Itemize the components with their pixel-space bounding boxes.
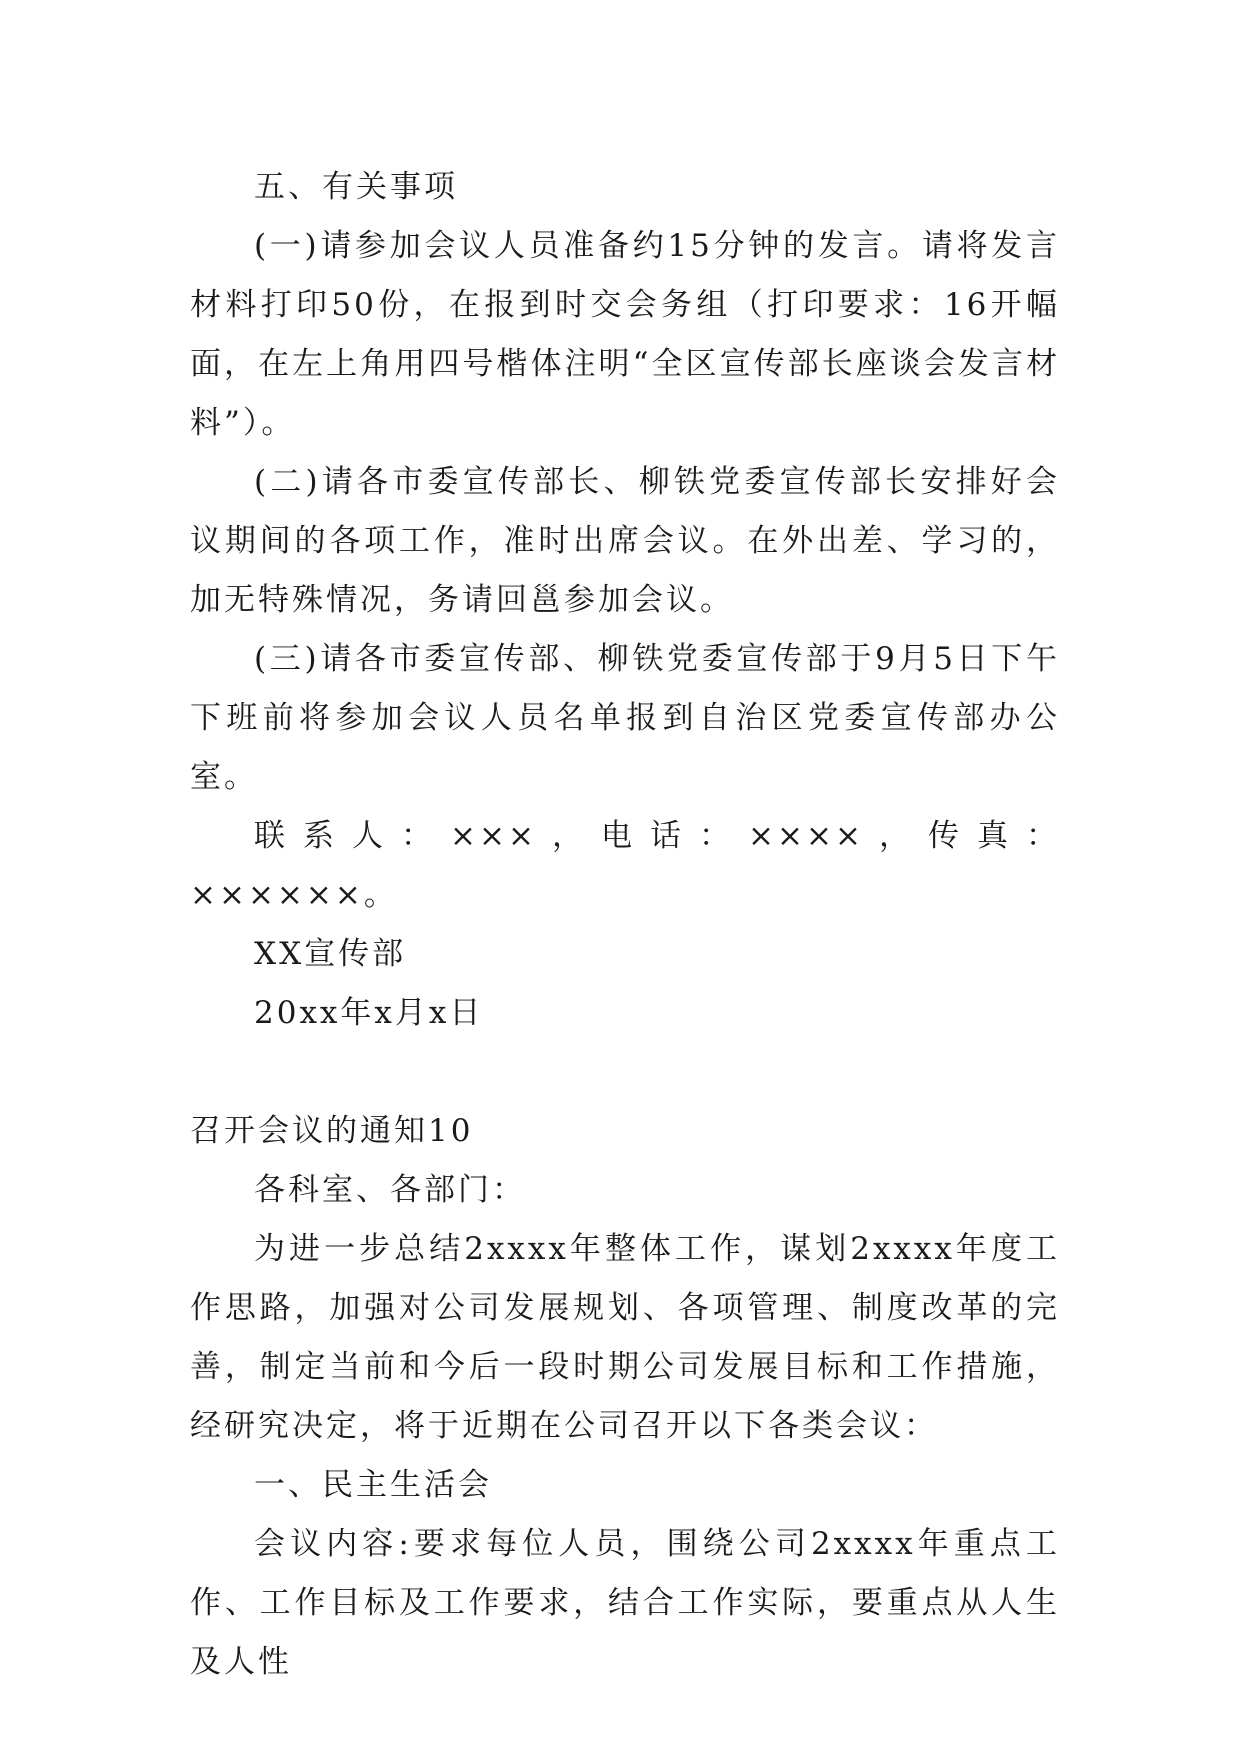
matter-item-3: (三)请各市委宣传部、柳铁党委宣传部于9月5日下午下班前将参加会议人员名单报到自治区党委宣传部办公室。 <box>190 641 1060 795</box>
notice-salutation: 各科室、各部门： <box>254 1172 526 1208</box>
notice-heading-democratic-meeting: 一、民主生活会 <box>254 1467 492 1503</box>
matter-item-2: (二)请各市委宣传部长、柳铁党委宣传部长安排好会议期间的各项工作，准时出席会议。在外出差、学习的，加无特殊情况，务请回邕参加会议。 <box>190 464 1060 618</box>
notice-title: 召开会议的通知10 <box>190 1113 474 1149</box>
notice-intro: 为进一步总结2xxxx年整体工作，谋划2xxxx年度工作思路，加强对公司发展规划、各项管理、制度改革的完善，制定当前和今后一段时期公司发展目标和工作措施，经研究决定，将于近期在公司召开以下各类会议： <box>190 1231 1060 1444</box>
document-body <box>190 158 1060 1692</box>
signature-department: XX宣传部 <box>254 936 407 972</box>
section-heading-matters: 五、有关事项 <box>254 169 458 205</box>
contact-info: 联系人：×××，电话：××××，传真：××××××。 <box>190 818 1060 913</box>
section-spacer <box>190 1043 1060 1102</box>
signature-date: 20xx年x月x日 <box>254 995 484 1031</box>
matter-item-1: (一)请参加会议人员准备约15分钟的发言。请将发言材料打印50份，在报到时交会务组（打印要求：16开幅面，在左上角用四号楷体注明“全区宣传部长座谈会发言材料”）。 <box>190 228 1060 441</box>
notice-meeting-content: 会议内容:要求每位人员，围绕公司2xxxx年重点工作、工作目标及工作要求，结合工作实际，要重点从人生及人性 <box>190 1526 1060 1680</box>
